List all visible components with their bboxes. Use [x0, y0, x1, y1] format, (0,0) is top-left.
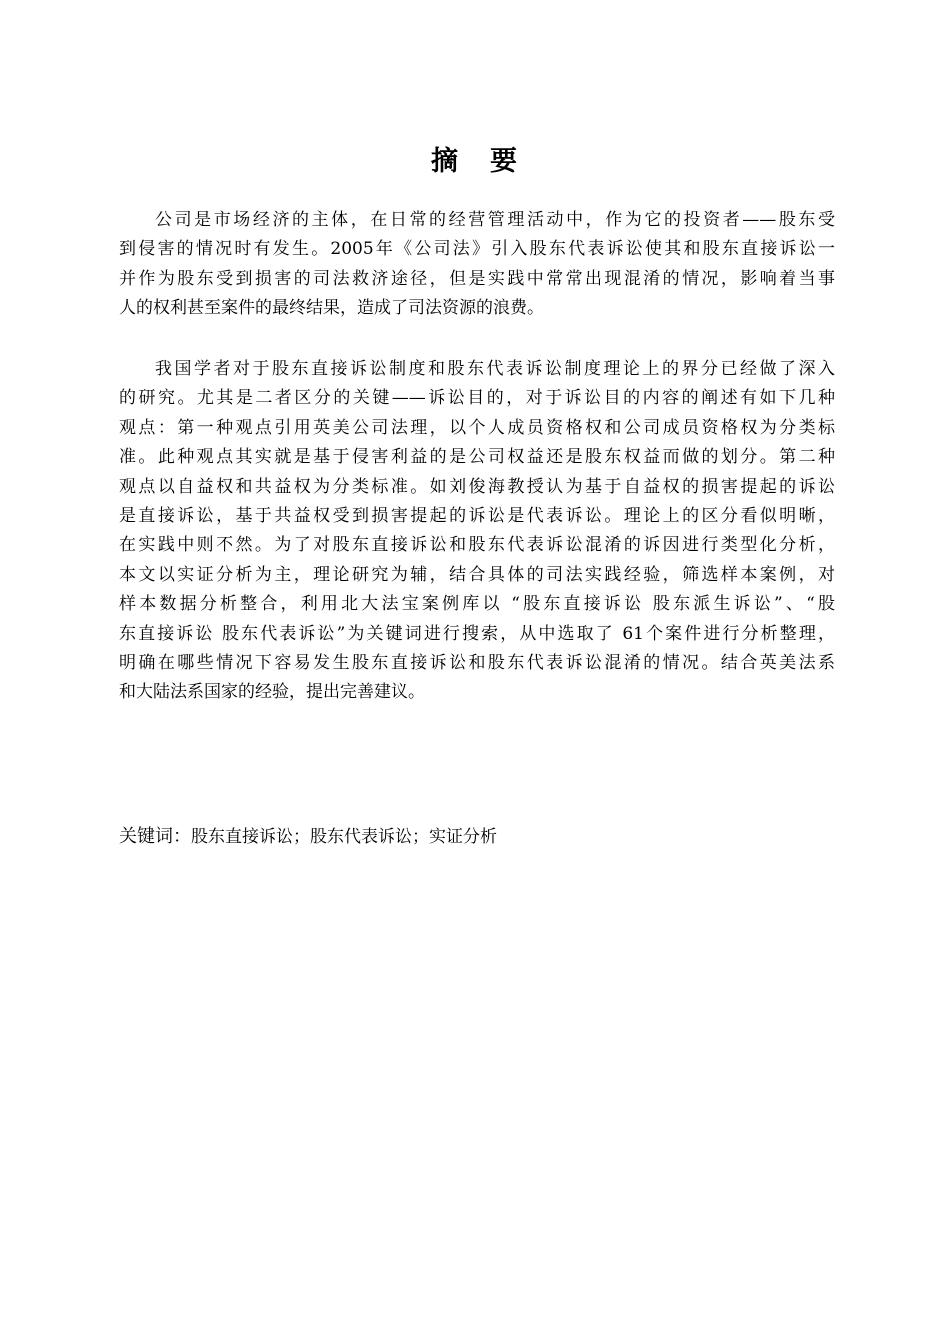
abstract-title: [0, 142, 950, 182]
paragraph-line: 准。此种观点其实就是基于侵害利益的是公司权益还是股东权益而做的划分。第二种: [119, 447, 835, 468]
keywords-value: 股东直接诉讼；股东代表诉讼；实证分析: [191, 827, 497, 847]
abstract-title-char-2: 要: [490, 146, 519, 177]
abstract-paragraph-2: [119, 355, 835, 708]
paragraph-line: 东直接诉讼 股东代表诉讼”为关键词进行搜索，从中选取了 61个案件进行分析整理，: [119, 623, 835, 644]
paragraph-line: 是直接诉讼，基于共益权受到损害提起的诉讼是代表诉讼。理论上的区分看似明晰，: [119, 505, 835, 526]
paragraph-line: 观点：第一种观点引用英美公司法理，以个人成员资格权和公司成员资格权为分类标: [119, 417, 835, 438]
paragraph-line: 观点以自益权和共益权为分类标准。如刘俊海教授认为基于自益权的损害提起的诉讼: [119, 476, 835, 497]
paragraph-line: 和大陆法系国家的经验，提出完善建议。: [119, 682, 425, 703]
paragraph-line: 我国学者对于股东直接诉讼制度和股东代表诉讼制度理论上的界分已经做了深入: [155, 359, 835, 379]
abstract-paragraph-1: [119, 206, 835, 324]
paragraph-line: 本文以实证分析为主，理论研究为辅，结合具体的司法实践经验，筛选样本案例，对: [119, 564, 835, 585]
paragraph-line: 明确在哪些情况下容易发生股东直接诉讼和股东代表诉讼混淆的情况。结合英美法系: [119, 652, 835, 673]
abstract-title-char-1: 摘: [431, 146, 460, 177]
paragraph-line: 公司是市场经济的主体，在日常的经营管理活动中，作为它的投资者——股东受: [155, 210, 835, 230]
paragraph-line: 在实践中则不然。为了对股东直接诉讼和股东代表诉讼混淆的诉因进行类型化分析，: [119, 535, 835, 556]
paragraph-line: 到侵害的情况时有发生。2005年《公司法》引入股东代表诉讼使其和股东直接诉讼一: [119, 239, 835, 260]
paragraph-line: 并作为股东受到损害的司法救济途径，但是实践中常常出现混淆的情况，影响着当事: [119, 268, 835, 289]
keywords-line: [119, 822, 835, 852]
paragraph-line: 的研究。尤其是二者区分的关键——诉讼目的，对于诉讼目的内容的阐述有如下几种: [119, 388, 835, 409]
keywords-label: 关键词：: [119, 826, 191, 847]
paragraph-line: 样本数据分析整合，利用北大法宝案例库以 “股东直接诉讼 股东派生诉讼”、“股: [119, 594, 835, 615]
paragraph-line: 人的权利甚至案件的最终结果，造成了司法资源的浪费。: [119, 298, 544, 319]
